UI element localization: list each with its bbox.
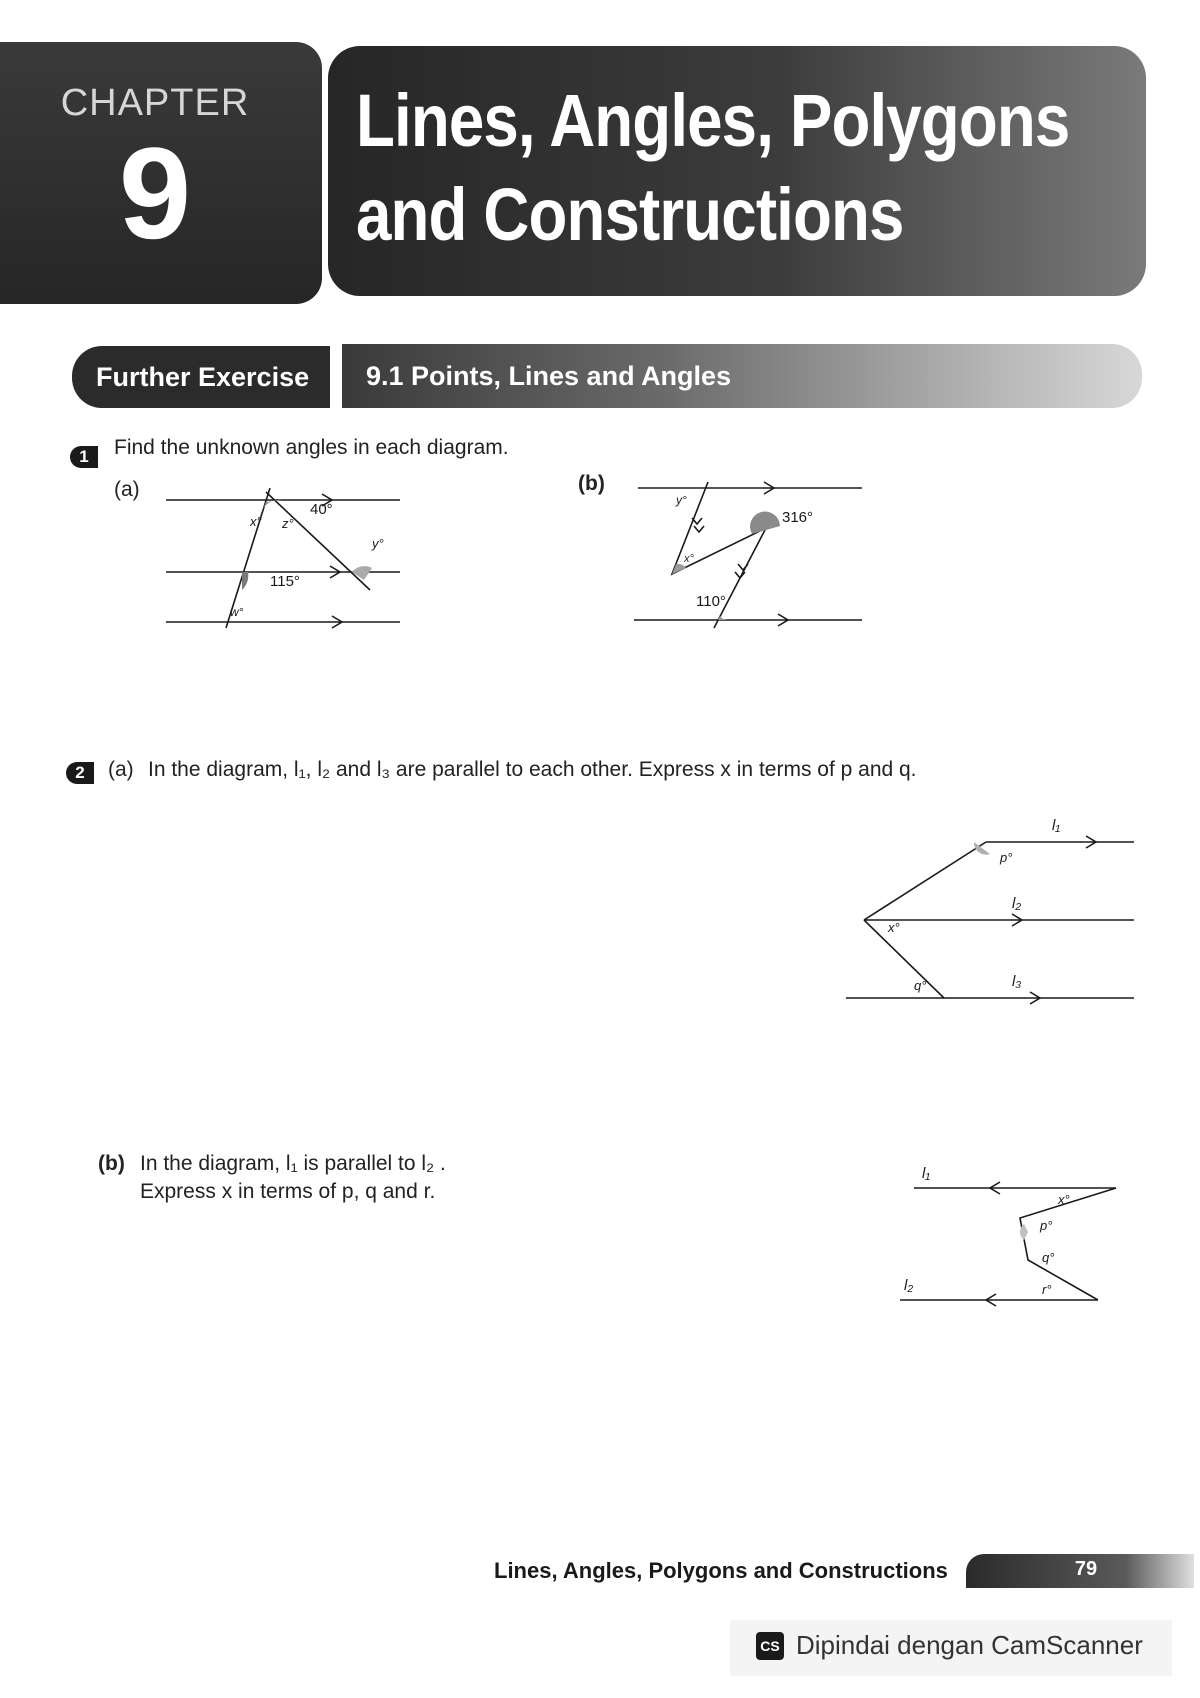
camscanner-logo-icon: CS — [756, 1632, 784, 1660]
figure-2a — [840, 808, 1140, 1008]
footer-chapter-title: Lines, Angles, Polygons and Constructions — [494, 1558, 948, 1583]
further-exercise-tab: Further Exercise — [72, 346, 330, 408]
question-2b-label: (b) — [98, 1152, 125, 1175]
question-2b-text-line-1: In the diagram, l₁ is parallel to l₂ . — [140, 1152, 446, 1175]
chapter-title-line-1: Lines, Angles, Polygons — [356, 79, 1070, 162]
label-2b-x: x° — [1058, 1192, 1070, 1207]
figure-2b — [890, 1160, 1130, 1330]
angle-label-1b-bottom: 110° — [696, 593, 726, 610]
figure-1b — [630, 474, 870, 634]
angle-label-1b-left: x° — [684, 553, 694, 565]
question-2a-label: (a) — [108, 758, 134, 781]
angle-label-1a-bottom: w° — [230, 605, 244, 619]
label-2a-l3: l₃ — [1012, 973, 1022, 990]
angle-label-1a-right: y° — [372, 536, 384, 551]
chapter-number: 9 — [118, 120, 192, 266]
question-2-number: 2 — [66, 762, 94, 784]
question-1-number: 1 — [70, 446, 98, 468]
angle-label-1a-top-mid: z° — [282, 516, 294, 531]
label-2b-l1: l₁ — [922, 1165, 931, 1182]
label-2b-q: q° — [1042, 1250, 1055, 1265]
label-2a-l1: l₁ — [1052, 817, 1061, 834]
section-title: 9.1 Points, Lines and Angles — [342, 344, 1142, 408]
angle-label-1b-top: y° — [676, 493, 687, 507]
label-2a-p: p° — [1000, 850, 1013, 865]
scanner-watermark-text: Dipindai dengan CamScanner — [796, 1630, 1143, 1660]
label-2a-x: x° — [888, 920, 900, 935]
angle-label-1a-top-right: 40° — [310, 501, 333, 518]
question-1b-label: (b) — [578, 472, 605, 495]
label-2a-q: q° — [914, 978, 927, 993]
question-1-text: Find the unknown angles in each diagram. — [114, 436, 509, 459]
angle-label-1a-top-left: x° — [250, 514, 262, 529]
question-2b-text-line-2: Express x in terms of p, q and r. — [140, 1180, 436, 1203]
angle-label-1a-mid: 115° — [270, 573, 300, 590]
chapter-label: CHAPTER — [60, 82, 250, 124]
figure-1a — [160, 480, 410, 630]
angle-label-1b-reflex: 316° — [782, 509, 814, 526]
page-number: 79 — [1074, 1558, 1098, 1580]
question-1a-label: (a) — [114, 478, 140, 501]
label-2b-r: r° — [1042, 1282, 1052, 1297]
label-2b-p: p° — [1040, 1218, 1053, 1233]
label-2a-l2: l₂ — [1012, 895, 1022, 912]
chapter-title-line-2: and Constructions — [356, 173, 904, 256]
label-2b-l2: l₂ — [904, 1277, 914, 1294]
question-2a-text: In the diagram, l₁, l₂ and l₃ are parallel to each other. Express x in terms of p and q. — [148, 758, 917, 781]
